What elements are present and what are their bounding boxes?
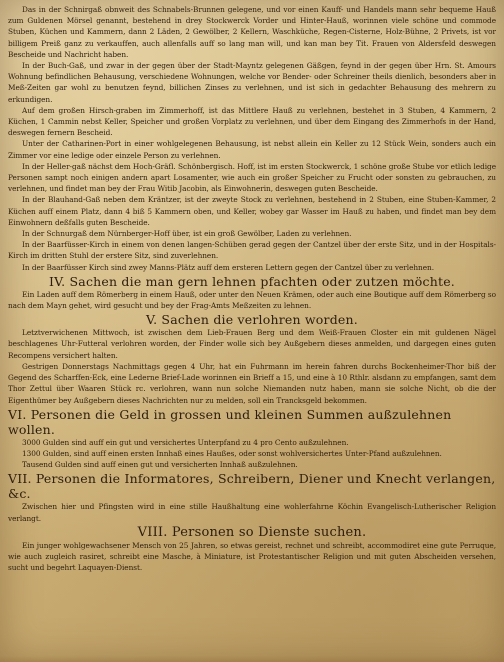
ad-paragraph: Das in der Schnirgaß obnweit des Schnabels-Brunnen gelegene, und vor einen Kauff- und Handels mann sehr bequeme Hauß zum Guldenen Mörsel genannt, bestehend in drey Stockwerck Vorder und Hinter-Hauß, worinnen viele schöne und commode Stuben, Küchen und Kammern, dann 2 Läden, 2 Gewölber, 2 Kellern, Waschküche, Regen-Cisterne, Holz-Bühne, 2 Privets, ist vor billigem Preiß ganz zu verkauffen, auch allenfalls auff so lang man will, und kan man bey Tit. Frauen von Aldersfeld deswegen Bescheide und Nachricht haben. [8, 5, 496, 59]
ad-paragraph: Tausend Gulden sind auff einen gut und versicherten Innhaß außzulehnen. [22, 460, 298, 470]
ad-paragraph: Ein junger wohlgewachsener Mensch von 25 Jahren, so etwas gereist, rechnet und schreibt, accommodiret eine gute Perruque, wie auch zugleich rasiret, schreibt eine Masche, à Miniature, ist Protestantischer Religion und mit guten Abscheiden versehen, sucht und begehrt Laquayen-Dienst. [8, 540, 496, 573]
section-rentals [8, 4, 496, 273]
section-heading-viii: VIII. Personen so Dienste suchen. [137, 524, 367, 540]
ad-paragraph: Zwischen hier und Pfingsten wird in eine stille Haußhaltung eine wohlerfahrne Köchin Evangelisch-Lutherischer Religion verlangt. [8, 502, 496, 523]
ad-paragraph: 1300 Gulden, sind auff einen ersten Innhaß eines Haußes, oder sonst wohlversichertes Unter-Pfand außzulehnen. [22, 448, 442, 458]
section-heading-v: V. Sachen die verlohren worden. [146, 312, 358, 328]
page-bottom-edge [0, 656, 504, 662]
ad-paragraph: In der Schnurgaß dem Nürnberger-Hoff über, ist ein groß Gewölber, Laden zu verlehnen. [22, 229, 352, 239]
ad-paragraph: In der Blauhand-Gaß neben dem Kräntzer, ist der zweyte Stock zu verlehnen, bestehend in 2 Stuben, eine Stuben-Kammer, 2 Küchen auff einem Platz, dann 4 biß 5 Kammern oben, und Keller, wobey gar Wasser im Hauß zu haben, und findet man bey dem Einwohnern deßfalls guten Bescheide. [8, 195, 496, 227]
ad-paragraph: Gestrigen Donnerstags Nachmittags gegen 4 Uhr, hat ein Fuhrmann im herein fahren durchs Bockenheimer-Thor biß der Gegend des Scharffen-Eck, eine Lederne Brief-Lade worinnen ein Brieff a 15, und eine à 10 Rthlr. alsdann zu empfangen, samt dem Thor Zettul über Waaren Stück rc. verlohren, wann nun solche Niemanden nutz haben, mann sie solche Nicht, ob die der Eigenthümer bey Außgebern dieses Nachrichten nur zu melden, soll ein Trancksgeld bekommen. [8, 361, 496, 405]
ad-paragraph: Auf dem großen Hirsch-graben im Zimmerhoff, ist das Mittlere Hauß zu verlehnen, bestehet in 3 Stuben, 4 Kammern, 2 Küchen, 1 Cammin nebst Keller, Speicher und großen Vorplatz zu verlehnen, und über dem Eingang des Zimmerhofs in der Hand, deswegen fernern Bescheid. [8, 105, 496, 138]
section-heading-vii: VII. Personen die Informatores, Schreibern, Diener und Knecht verlangen, &c. [8, 471, 496, 502]
section-heading-iv: IV. Sachen die man gern lehnen pfachten oder zutzen möchte. [49, 273, 455, 289]
section-heading-vi: VI. Personen die Geld in grossen und kleinen Summen außzulehnen wollen. [8, 406, 452, 437]
ad-paragraph: Unter der Catharinen-Port in einer wohlgelegenen Behausung, ist nebst allein ein Keller zu 12 Stück Wein, sonders auch ein Zimmer vor eine ledige oder einzele Person zu verlehnen. [8, 139, 496, 160]
ad-paragraph: Letztverwichenen Mittwoch, ist zwischen dem Lieb-Frauen Berg und dem Weiß-Frauen Closter ein mit guldenen Nägel beschlagenes Uhr-Futteral verlohren worden, der Finder wolle sich bey Außgebern dieses anmelden, und dargegen eines guten Recompens versichert halten. [8, 328, 496, 360]
page-content [8, 4, 496, 573]
ad-paragraph: 3000 Gulden sind auff ein gut und versichertes Unterpfand zu 4 pro Cento außzulehnen. [22, 437, 349, 447]
ad-paragraph: In der Buch-Gaß, und zwar in der gegen über der Stadt-Mayntz gelegenen Gäßgen, feynd in der gegen über Hrn. St. Amours Wohnung befindlichen Behausung, verschiedene Wohnungen, welche vor Bender- oder Schreiner theils dienlich, besonders aber in Meß-Zeiten gar wohl zu benutzen feynd, billichen Zinses zu verlehnen, und ist sich in gedachter Behausung des mehrern zu erkundigen. [8, 61, 496, 104]
ad-paragraph: Ein Laden auff dem Römerberg in einem Hauß, oder unter den Neuen Krämen, oder auch eine Boutique auff dem Römerberg so nach dem Mayn gehet, wird gesucht und bey der Frag-Amts Meßzeiten zu lehnen. [8, 289, 496, 311]
ad-paragraph: In der Heller-gaß nächst dem Hoch-Gräfl. Schönbergisch. Hoff, ist im ersten Stockwerck, 1 schöne große Stube vor etlich ledige Personen sampt noch einigen andern apart Losamenter, wie auch ein großer Speicher zu Frucht oder sonsten zu gebrauchen, zu verlehnen, und findet man bey der Frau Witib Jacobin, als Einwohnerin, deswegen guten Bescheide. [8, 161, 496, 194]
ad-paragraph: In der Baarfüsser Kirch sind zwey Manns-Plätz auff dem ersteren Lettern gegen der Cantzel über zu verlehnen. [22, 262, 434, 272]
ad-paragraph: In der Baarfüsser-Kirch in einem von denen langen-Schüben gerad gegen der Cantzel über der erste Sitz, und in der Hospitals-Kirch im dritten Stuhl der erstere Sitz, sind zuverlehnen. [8, 240, 496, 261]
